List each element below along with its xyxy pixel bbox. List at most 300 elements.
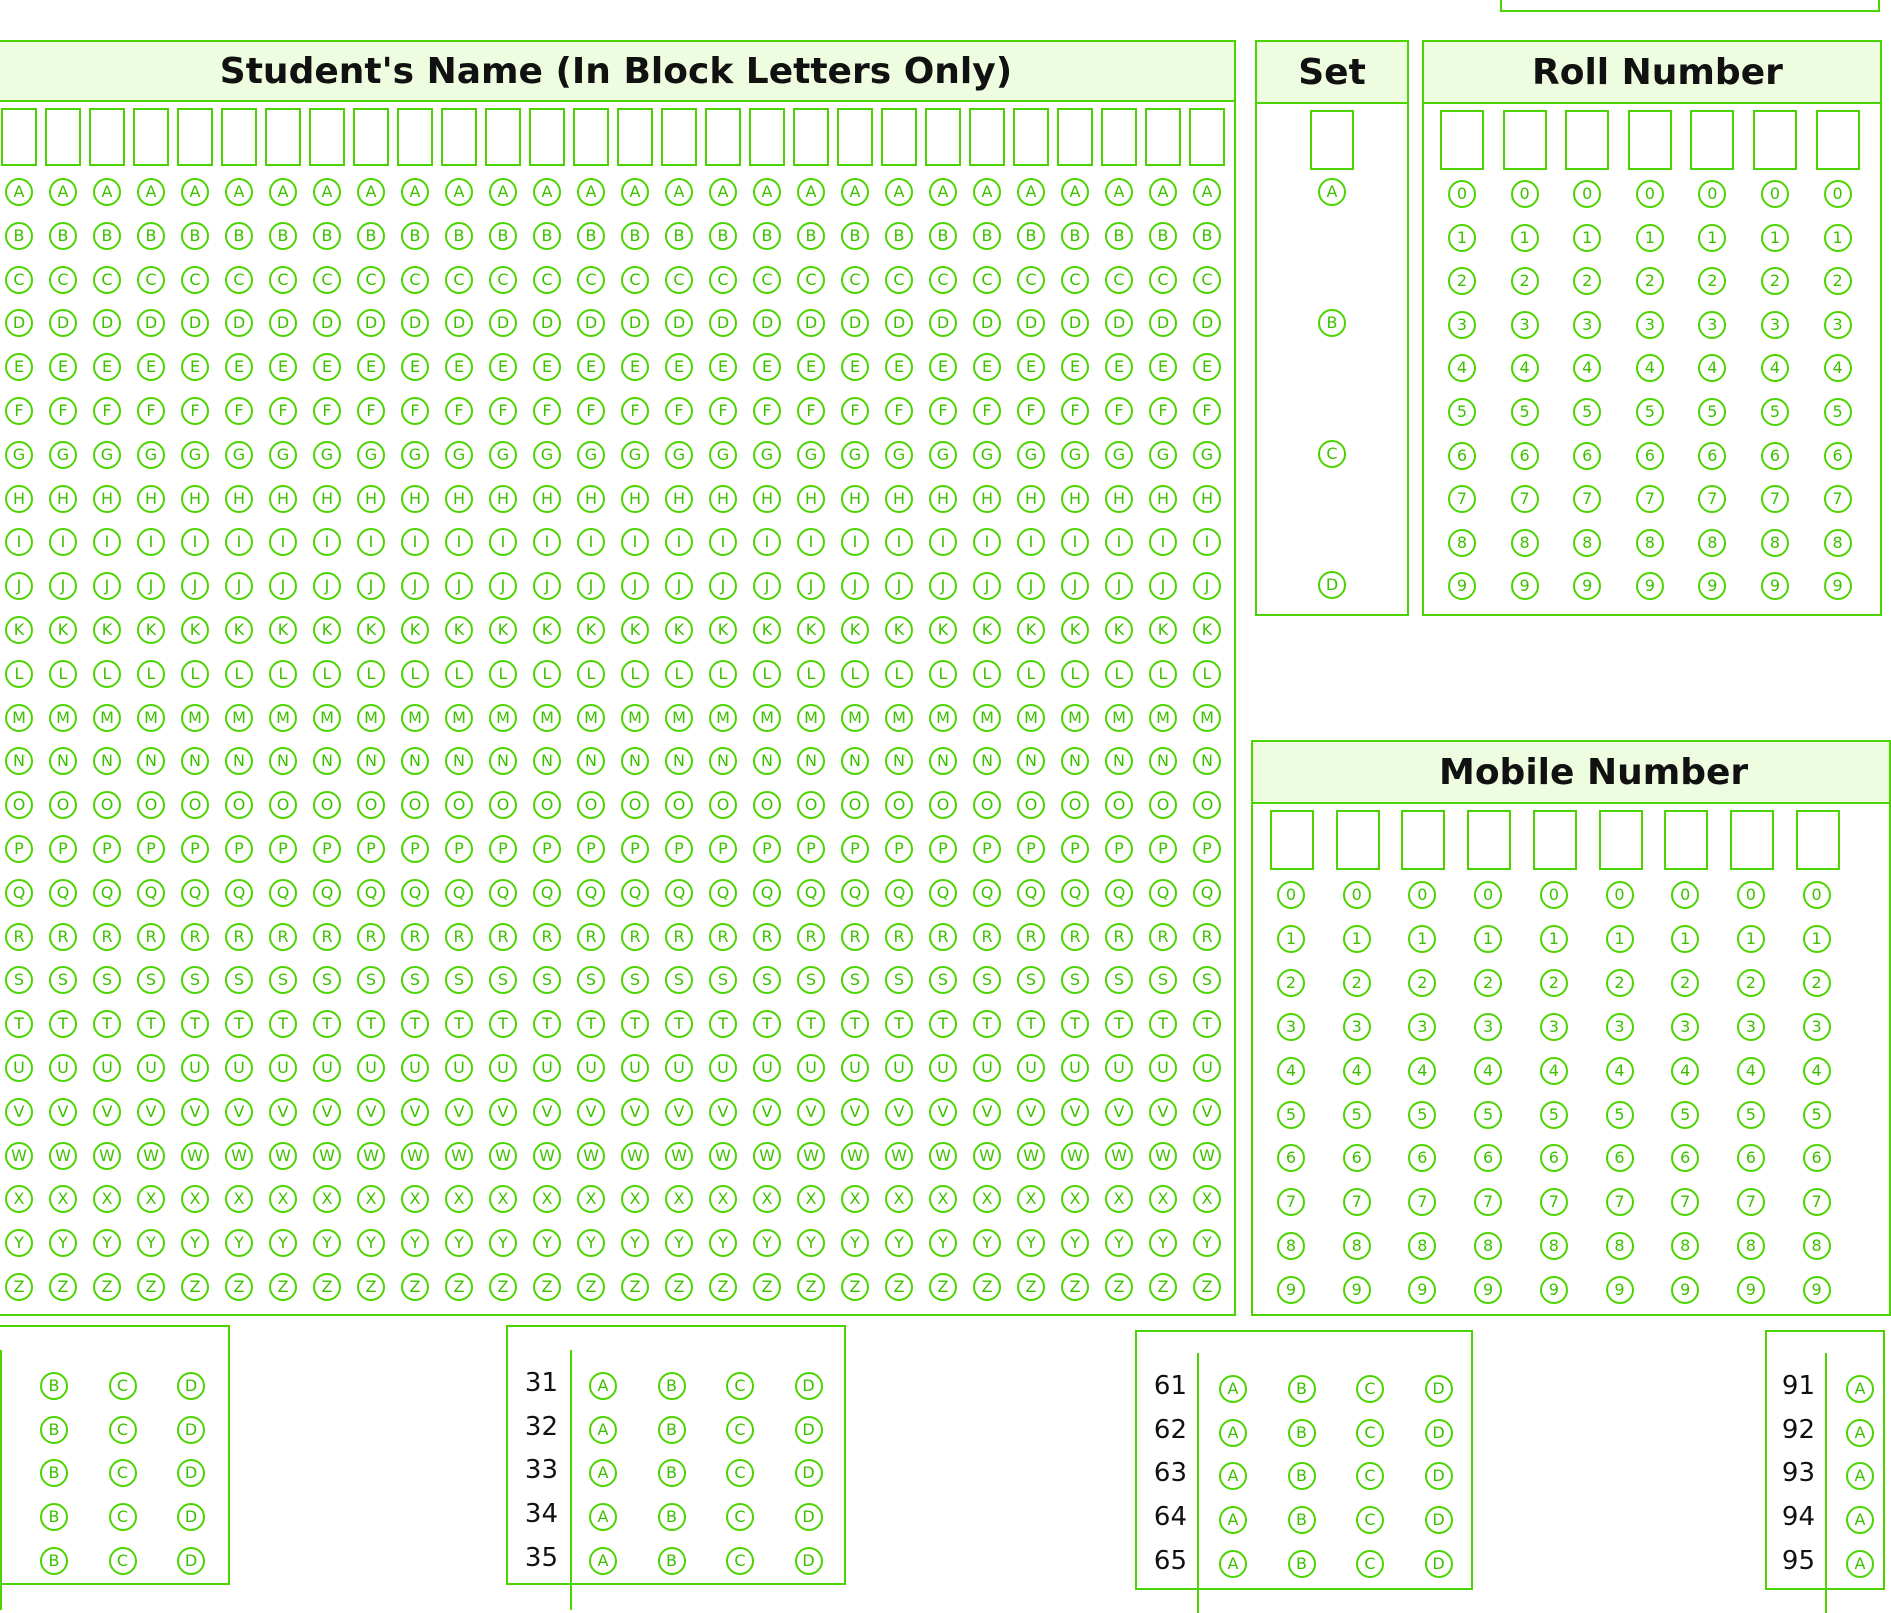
name-bubble-b[interactable]: B [709, 222, 737, 250]
mobile-bubble-9[interactable]: 9 [1606, 1276, 1634, 1304]
answer-bubble-a[interactable]: A [589, 1416, 617, 1444]
name-bubble-s[interactable]: S [621, 966, 649, 994]
mobile-bubble-6[interactable]: 6 [1803, 1144, 1831, 1172]
mobile-bubble-4[interactable]: 4 [1803, 1057, 1831, 1085]
name-bubble-j[interactable]: J [445, 572, 473, 600]
mobile-bubble-0[interactable]: 0 [1277, 881, 1305, 909]
answer-bubble-c[interactable]: C [109, 1459, 137, 1487]
name-bubble-l[interactable]: L [577, 660, 605, 688]
roll-bubble-0[interactable]: 0 [1573, 180, 1601, 208]
mobile-bubble-4[interactable]: 4 [1606, 1057, 1634, 1085]
name-bubble-m[interactable]: M [313, 704, 341, 732]
name-bubble-c[interactable]: C [797, 266, 825, 294]
roll-bubble-0[interactable]: 0 [1636, 180, 1664, 208]
name-letter-box[interactable] [177, 108, 213, 166]
mobile-bubble-1[interactable]: 1 [1277, 925, 1305, 953]
name-bubble-i[interactable]: I [797, 528, 825, 556]
mobile-bubble-0[interactable]: 0 [1540, 881, 1568, 909]
mobile-bubble-2[interactable]: 2 [1408, 969, 1436, 997]
mobile-bubble-0[interactable]: 0 [1343, 881, 1371, 909]
name-bubble-m[interactable]: M [665, 704, 693, 732]
roll-bubble-1[interactable]: 1 [1636, 224, 1664, 252]
name-bubble-d[interactable]: D [885, 309, 913, 337]
name-bubble-r[interactable]: R [1017, 923, 1045, 951]
name-bubble-j[interactable]: J [797, 572, 825, 600]
name-bubble-l[interactable]: L [885, 660, 913, 688]
name-bubble-s[interactable]: S [181, 966, 209, 994]
name-bubble-o[interactable]: O [5, 791, 33, 819]
name-bubble-t[interactable]: T [1105, 1010, 1133, 1038]
mobile-bubble-3[interactable]: 3 [1474, 1013, 1502, 1041]
name-letter-box[interactable] [529, 108, 565, 166]
name-bubble-k[interactable]: K [49, 616, 77, 644]
name-bubble-w[interactable]: W [841, 1142, 869, 1170]
name-bubble-b[interactable]: B [533, 222, 561, 250]
name-bubble-q[interactable]: Q [797, 879, 825, 907]
name-bubble-s[interactable]: S [93, 966, 121, 994]
name-bubble-v[interactable]: V [1017, 1098, 1045, 1126]
name-bubble-k[interactable]: K [797, 616, 825, 644]
roll-bubble-2[interactable]: 2 [1698, 267, 1726, 295]
roll-bubble-5[interactable]: 5 [1698, 398, 1726, 426]
name-bubble-h[interactable]: H [5, 485, 33, 513]
name-bubble-f[interactable]: F [1061, 397, 1089, 425]
name-bubble-r[interactable]: R [709, 923, 737, 951]
name-bubble-d[interactable]: D [401, 309, 429, 337]
name-bubble-y[interactable]: Y [841, 1229, 869, 1257]
name-bubble-t[interactable]: T [357, 1010, 385, 1038]
name-bubble-m[interactable]: M [621, 704, 649, 732]
name-bubble-z[interactable]: Z [1105, 1273, 1133, 1301]
name-bubble-q[interactable]: Q [5, 879, 33, 907]
name-bubble-u[interactable]: U [929, 1054, 957, 1082]
name-bubble-f[interactable]: F [225, 397, 253, 425]
name-bubble-r[interactable]: R [533, 923, 561, 951]
mobile-digit-box[interactable] [1467, 810, 1511, 870]
name-bubble-t[interactable]: T [1193, 1010, 1221, 1038]
answer-bubble-d[interactable]: D [177, 1503, 205, 1531]
name-bubble-u[interactable]: U [269, 1054, 297, 1082]
roll-bubble-3[interactable]: 3 [1448, 311, 1476, 339]
roll-digit-box[interactable] [1753, 110, 1797, 170]
name-bubble-v[interactable]: V [5, 1098, 33, 1126]
name-bubble-v[interactable]: V [709, 1098, 737, 1126]
mobile-bubble-9[interactable]: 9 [1803, 1276, 1831, 1304]
name-bubble-t[interactable]: T [225, 1010, 253, 1038]
name-bubble-m[interactable]: M [577, 704, 605, 732]
name-bubble-q[interactable]: Q [577, 879, 605, 907]
name-bubble-v[interactable]: V [489, 1098, 517, 1126]
name-bubble-t[interactable]: T [665, 1010, 693, 1038]
name-bubble-h[interactable]: H [93, 485, 121, 513]
name-bubble-c[interactable]: C [489, 266, 517, 294]
name-bubble-z[interactable]: Z [885, 1273, 913, 1301]
name-bubble-i[interactable]: I [533, 528, 561, 556]
name-bubble-i[interactable]: I [357, 528, 385, 556]
name-bubble-p[interactable]: P [49, 835, 77, 863]
name-bubble-g[interactable]: G [401, 441, 429, 469]
name-bubble-n[interactable]: N [225, 747, 253, 775]
name-bubble-e[interactable]: E [357, 353, 385, 381]
name-bubble-w[interactable]: W [489, 1142, 517, 1170]
roll-bubble-4[interactable]: 4 [1636, 354, 1664, 382]
name-bubble-a[interactable]: A [401, 178, 429, 206]
roll-bubble-3[interactable]: 3 [1698, 311, 1726, 339]
answer-bubble-c[interactable]: C [1356, 1375, 1384, 1403]
name-bubble-y[interactable]: Y [49, 1229, 77, 1257]
name-bubble-y[interactable]: Y [1149, 1229, 1177, 1257]
mobile-bubble-9[interactable]: 9 [1277, 1276, 1305, 1304]
answer-bubble-b[interactable]: B [40, 1416, 68, 1444]
name-bubble-d[interactable]: D [357, 309, 385, 337]
name-bubble-l[interactable]: L [973, 660, 1001, 688]
name-bubble-e[interactable]: E [885, 353, 913, 381]
name-bubble-r[interactable]: R [797, 923, 825, 951]
name-bubble-u[interactable]: U [621, 1054, 649, 1082]
name-bubble-p[interactable]: P [1061, 835, 1089, 863]
answer-bubble-c[interactable]: C [726, 1459, 754, 1487]
name-bubble-q[interactable]: Q [1193, 879, 1221, 907]
name-bubble-j[interactable]: J [93, 572, 121, 600]
name-bubble-d[interactable]: D [621, 309, 649, 337]
roll-bubble-5[interactable]: 5 [1448, 398, 1476, 426]
name-bubble-d[interactable]: D [269, 309, 297, 337]
name-bubble-h[interactable]: H [577, 485, 605, 513]
name-bubble-t[interactable]: T [841, 1010, 869, 1038]
name-bubble-s[interactable]: S [137, 966, 165, 994]
name-bubble-t[interactable]: T [445, 1010, 473, 1038]
name-bubble-j[interactable]: J [1105, 572, 1133, 600]
name-bubble-k[interactable]: K [841, 616, 869, 644]
name-bubble-i[interactable]: I [753, 528, 781, 556]
name-bubble-l[interactable]: L [5, 660, 33, 688]
name-bubble-d[interactable]: D [1017, 309, 1045, 337]
name-letter-box[interactable] [89, 108, 125, 166]
name-bubble-q[interactable]: Q [665, 879, 693, 907]
name-bubble-u[interactable]: U [445, 1054, 473, 1082]
name-bubble-t[interactable]: T [313, 1010, 341, 1038]
answer-bubble-a[interactable]: A [1846, 1375, 1874, 1403]
name-bubble-g[interactable]: G [709, 441, 737, 469]
name-bubble-z[interactable]: Z [1193, 1273, 1221, 1301]
name-bubble-h[interactable]: H [1149, 485, 1177, 513]
name-bubble-n[interactable]: N [269, 747, 297, 775]
roll-bubble-2[interactable]: 2 [1636, 267, 1664, 295]
name-bubble-f[interactable]: F [1193, 397, 1221, 425]
name-bubble-k[interactable]: K [885, 616, 913, 644]
name-bubble-y[interactable]: Y [401, 1229, 429, 1257]
mobile-bubble-7[interactable]: 7 [1474, 1188, 1502, 1216]
name-bubble-f[interactable]: F [49, 397, 77, 425]
mobile-bubble-8[interactable]: 8 [1737, 1232, 1765, 1260]
name-bubble-q[interactable]: Q [93, 879, 121, 907]
name-bubble-b[interactable]: B [1105, 222, 1133, 250]
name-bubble-p[interactable]: P [577, 835, 605, 863]
name-letter-box[interactable] [353, 108, 389, 166]
name-bubble-k[interactable]: K [1017, 616, 1045, 644]
name-bubble-b[interactable]: B [973, 222, 1001, 250]
name-bubble-x[interactable]: X [49, 1185, 77, 1213]
name-bubble-t[interactable]: T [49, 1010, 77, 1038]
mobile-bubble-3[interactable]: 3 [1277, 1013, 1305, 1041]
name-bubble-z[interactable]: Z [665, 1273, 693, 1301]
name-bubble-z[interactable]: Z [973, 1273, 1001, 1301]
name-bubble-r[interactable]: R [577, 923, 605, 951]
name-bubble-c[interactable]: C [5, 266, 33, 294]
name-bubble-q[interactable]: Q [401, 879, 429, 907]
name-bubble-f[interactable]: F [357, 397, 385, 425]
name-bubble-v[interactable]: V [357, 1098, 385, 1126]
roll-bubble-6[interactable]: 6 [1698, 442, 1726, 470]
name-bubble-f[interactable]: F [489, 397, 517, 425]
roll-bubble-8[interactable]: 8 [1573, 529, 1601, 557]
name-bubble-z[interactable]: Z [49, 1273, 77, 1301]
name-bubble-a[interactable]: A [621, 178, 649, 206]
name-bubble-r[interactable]: R [313, 923, 341, 951]
roll-bubble-7[interactable]: 7 [1511, 485, 1539, 513]
name-bubble-x[interactable]: X [621, 1185, 649, 1213]
name-bubble-n[interactable]: N [841, 747, 869, 775]
name-bubble-f[interactable]: F [577, 397, 605, 425]
name-bubble-h[interactable]: H [621, 485, 649, 513]
name-bubble-j[interactable]: J [1061, 572, 1089, 600]
roll-bubble-2[interactable]: 2 [1448, 267, 1476, 295]
name-bubble-e[interactable]: E [753, 353, 781, 381]
name-bubble-w[interactable]: W [709, 1142, 737, 1170]
roll-bubble-9[interactable]: 9 [1698, 572, 1726, 600]
name-bubble-u[interactable]: U [181, 1054, 209, 1082]
name-bubble-z[interactable]: Z [401, 1273, 429, 1301]
name-bubble-a[interactable]: A [885, 178, 913, 206]
name-bubble-j[interactable]: J [269, 572, 297, 600]
roll-bubble-6[interactable]: 6 [1511, 442, 1539, 470]
mobile-bubble-0[interactable]: 0 [1474, 881, 1502, 909]
roll-bubble-6[interactable]: 6 [1573, 442, 1601, 470]
name-bubble-a[interactable]: A [1105, 178, 1133, 206]
name-bubble-c[interactable]: C [1149, 266, 1177, 294]
name-bubble-r[interactable]: R [357, 923, 385, 951]
name-bubble-y[interactable]: Y [225, 1229, 253, 1257]
name-bubble-m[interactable]: M [709, 704, 737, 732]
name-bubble-g[interactable]: G [269, 441, 297, 469]
name-letter-box[interactable] [705, 108, 741, 166]
mobile-bubble-5[interactable]: 5 [1671, 1101, 1699, 1129]
name-bubble-w[interactable]: W [225, 1142, 253, 1170]
name-bubble-a[interactable]: A [445, 178, 473, 206]
mobile-bubble-2[interactable]: 2 [1343, 969, 1371, 997]
mobile-bubble-8[interactable]: 8 [1474, 1232, 1502, 1260]
name-bubble-l[interactable]: L [489, 660, 517, 688]
name-bubble-w[interactable]: W [269, 1142, 297, 1170]
name-bubble-z[interactable]: Z [929, 1273, 957, 1301]
answer-bubble-d[interactable]: D [795, 1372, 823, 1400]
name-bubble-w[interactable]: W [93, 1142, 121, 1170]
name-bubble-c[interactable]: C [841, 266, 869, 294]
name-bubble-m[interactable]: M [49, 704, 77, 732]
mobile-bubble-4[interactable]: 4 [1671, 1057, 1699, 1085]
name-bubble-w[interactable]: W [49, 1142, 77, 1170]
name-bubble-w[interactable]: W [577, 1142, 605, 1170]
name-bubble-u[interactable]: U [841, 1054, 869, 1082]
name-bubble-w[interactable]: W [1105, 1142, 1133, 1170]
name-bubble-i[interactable]: I [1193, 528, 1221, 556]
name-bubble-f[interactable]: F [137, 397, 165, 425]
name-bubble-s[interactable]: S [401, 966, 429, 994]
answer-bubble-a[interactable]: A [1846, 1419, 1874, 1447]
name-bubble-v[interactable]: V [841, 1098, 869, 1126]
mobile-bubble-2[interactable]: 2 [1737, 969, 1765, 997]
name-bubble-c[interactable]: C [753, 266, 781, 294]
name-bubble-z[interactable]: Z [313, 1273, 341, 1301]
mobile-digit-box[interactable] [1730, 810, 1774, 870]
name-bubble-d[interactable]: D [533, 309, 561, 337]
name-bubble-q[interactable]: Q [533, 879, 561, 907]
name-bubble-e[interactable]: E [93, 353, 121, 381]
name-bubble-q[interactable]: Q [269, 879, 297, 907]
name-bubble-p[interactable]: P [1149, 835, 1177, 863]
name-bubble-h[interactable]: H [49, 485, 77, 513]
name-bubble-n[interactable]: N [1017, 747, 1045, 775]
name-bubble-x[interactable]: X [357, 1185, 385, 1213]
answer-bubble-a[interactable]: A [1846, 1506, 1874, 1534]
answer-bubble-a[interactable]: A [1219, 1506, 1247, 1534]
mobile-bubble-2[interactable]: 2 [1474, 969, 1502, 997]
name-bubble-s[interactable]: S [841, 966, 869, 994]
name-bubble-q[interactable]: Q [489, 879, 517, 907]
name-bubble-k[interactable]: K [1149, 616, 1177, 644]
mobile-bubble-2[interactable]: 2 [1606, 969, 1634, 997]
name-bubble-f[interactable]: F [93, 397, 121, 425]
name-bubble-d[interactable]: D [225, 309, 253, 337]
roll-bubble-9[interactable]: 9 [1761, 572, 1789, 600]
name-bubble-f[interactable]: F [313, 397, 341, 425]
name-bubble-x[interactable]: X [225, 1185, 253, 1213]
roll-bubble-1[interactable]: 1 [1698, 224, 1726, 252]
name-letter-box[interactable] [45, 108, 81, 166]
name-bubble-b[interactable]: B [929, 222, 957, 250]
name-bubble-y[interactable]: Y [533, 1229, 561, 1257]
mobile-bubble-7[interactable]: 7 [1540, 1188, 1568, 1216]
mobile-bubble-6[interactable]: 6 [1408, 1144, 1436, 1172]
name-bubble-p[interactable]: P [445, 835, 473, 863]
name-bubble-o[interactable]: O [1105, 791, 1133, 819]
name-bubble-r[interactable]: R [973, 923, 1001, 951]
name-bubble-o[interactable]: O [841, 791, 869, 819]
name-bubble-d[interactable]: D [445, 309, 473, 337]
name-bubble-i[interactable]: I [885, 528, 913, 556]
name-bubble-l[interactable]: L [93, 660, 121, 688]
answer-bubble-a[interactable]: A [1846, 1550, 1874, 1578]
name-bubble-k[interactable]: K [1105, 616, 1133, 644]
roll-digit-box[interactable] [1628, 110, 1672, 170]
name-bubble-u[interactable]: U [753, 1054, 781, 1082]
name-bubble-a[interactable]: A [973, 178, 1001, 206]
name-bubble-u[interactable]: U [49, 1054, 77, 1082]
name-bubble-x[interactable]: X [973, 1185, 1001, 1213]
name-bubble-m[interactable]: M [1017, 704, 1045, 732]
name-bubble-i[interactable]: I [577, 528, 605, 556]
answer-bubble-c[interactable]: C [109, 1372, 137, 1400]
name-bubble-f[interactable]: F [401, 397, 429, 425]
name-bubble-p[interactable]: P [357, 835, 385, 863]
name-bubble-o[interactable]: O [489, 791, 517, 819]
answer-bubble-a[interactable]: A [1219, 1550, 1247, 1578]
name-bubble-n[interactable]: N [665, 747, 693, 775]
name-bubble-a[interactable]: A [533, 178, 561, 206]
name-bubble-p[interactable]: P [665, 835, 693, 863]
name-bubble-a[interactable]: A [181, 178, 209, 206]
name-bubble-o[interactable]: O [709, 791, 737, 819]
name-bubble-m[interactable]: M [445, 704, 473, 732]
name-bubble-l[interactable]: L [1017, 660, 1045, 688]
name-bubble-v[interactable]: V [225, 1098, 253, 1126]
name-bubble-z[interactable]: Z [621, 1273, 649, 1301]
name-bubble-a[interactable]: A [489, 178, 517, 206]
name-bubble-i[interactable]: I [269, 528, 297, 556]
name-bubble-e[interactable]: E [137, 353, 165, 381]
mobile-bubble-1[interactable]: 1 [1474, 925, 1502, 953]
name-bubble-l[interactable]: L [841, 660, 869, 688]
name-bubble-y[interactable]: Y [181, 1229, 209, 1257]
name-bubble-c[interactable]: C [93, 266, 121, 294]
name-bubble-a[interactable]: A [709, 178, 737, 206]
name-bubble-y[interactable]: Y [621, 1229, 649, 1257]
name-bubble-z[interactable]: Z [1061, 1273, 1089, 1301]
name-bubble-b[interactable]: B [1017, 222, 1045, 250]
roll-bubble-5[interactable]: 5 [1761, 398, 1789, 426]
name-bubble-g[interactable]: G [137, 441, 165, 469]
name-bubble-x[interactable]: X [885, 1185, 913, 1213]
name-bubble-j[interactable]: J [577, 572, 605, 600]
name-bubble-j[interactable]: J [753, 572, 781, 600]
answer-bubble-b[interactable]: B [658, 1459, 686, 1487]
roll-bubble-9[interactable]: 9 [1511, 572, 1539, 600]
name-bubble-q[interactable]: Q [885, 879, 913, 907]
name-bubble-y[interactable]: Y [709, 1229, 737, 1257]
name-bubble-z[interactable]: Z [137, 1273, 165, 1301]
name-bubble-h[interactable]: H [489, 485, 517, 513]
name-bubble-i[interactable]: I [489, 528, 517, 556]
roll-bubble-5[interactable]: 5 [1511, 398, 1539, 426]
mobile-bubble-1[interactable]: 1 [1803, 925, 1831, 953]
name-bubble-e[interactable]: E [181, 353, 209, 381]
name-bubble-g[interactable]: G [489, 441, 517, 469]
name-bubble-s[interactable]: S [225, 966, 253, 994]
name-bubble-b[interactable]: B [665, 222, 693, 250]
name-bubble-c[interactable]: C [357, 266, 385, 294]
name-bubble-l[interactable]: L [445, 660, 473, 688]
answer-bubble-c[interactable]: C [109, 1416, 137, 1444]
roll-bubble-8[interactable]: 8 [1448, 529, 1476, 557]
name-bubble-p[interactable]: P [753, 835, 781, 863]
name-bubble-a[interactable]: A [753, 178, 781, 206]
name-bubble-d[interactable]: D [841, 309, 869, 337]
roll-bubble-3[interactable]: 3 [1824, 311, 1852, 339]
mobile-bubble-2[interactable]: 2 [1671, 969, 1699, 997]
name-bubble-t[interactable]: T [797, 1010, 825, 1038]
mobile-bubble-1[interactable]: 1 [1343, 925, 1371, 953]
name-bubble-b[interactable]: B [5, 222, 33, 250]
mobile-bubble-0[interactable]: 0 [1671, 881, 1699, 909]
name-bubble-l[interactable]: L [181, 660, 209, 688]
name-bubble-f[interactable]: F [533, 397, 561, 425]
name-bubble-f[interactable]: F [665, 397, 693, 425]
name-bubble-g[interactable]: G [5, 441, 33, 469]
name-bubble-u[interactable]: U [1193, 1054, 1221, 1082]
name-bubble-r[interactable]: R [1193, 923, 1221, 951]
name-bubble-i[interactable]: I [181, 528, 209, 556]
name-bubble-i[interactable]: I [1017, 528, 1045, 556]
